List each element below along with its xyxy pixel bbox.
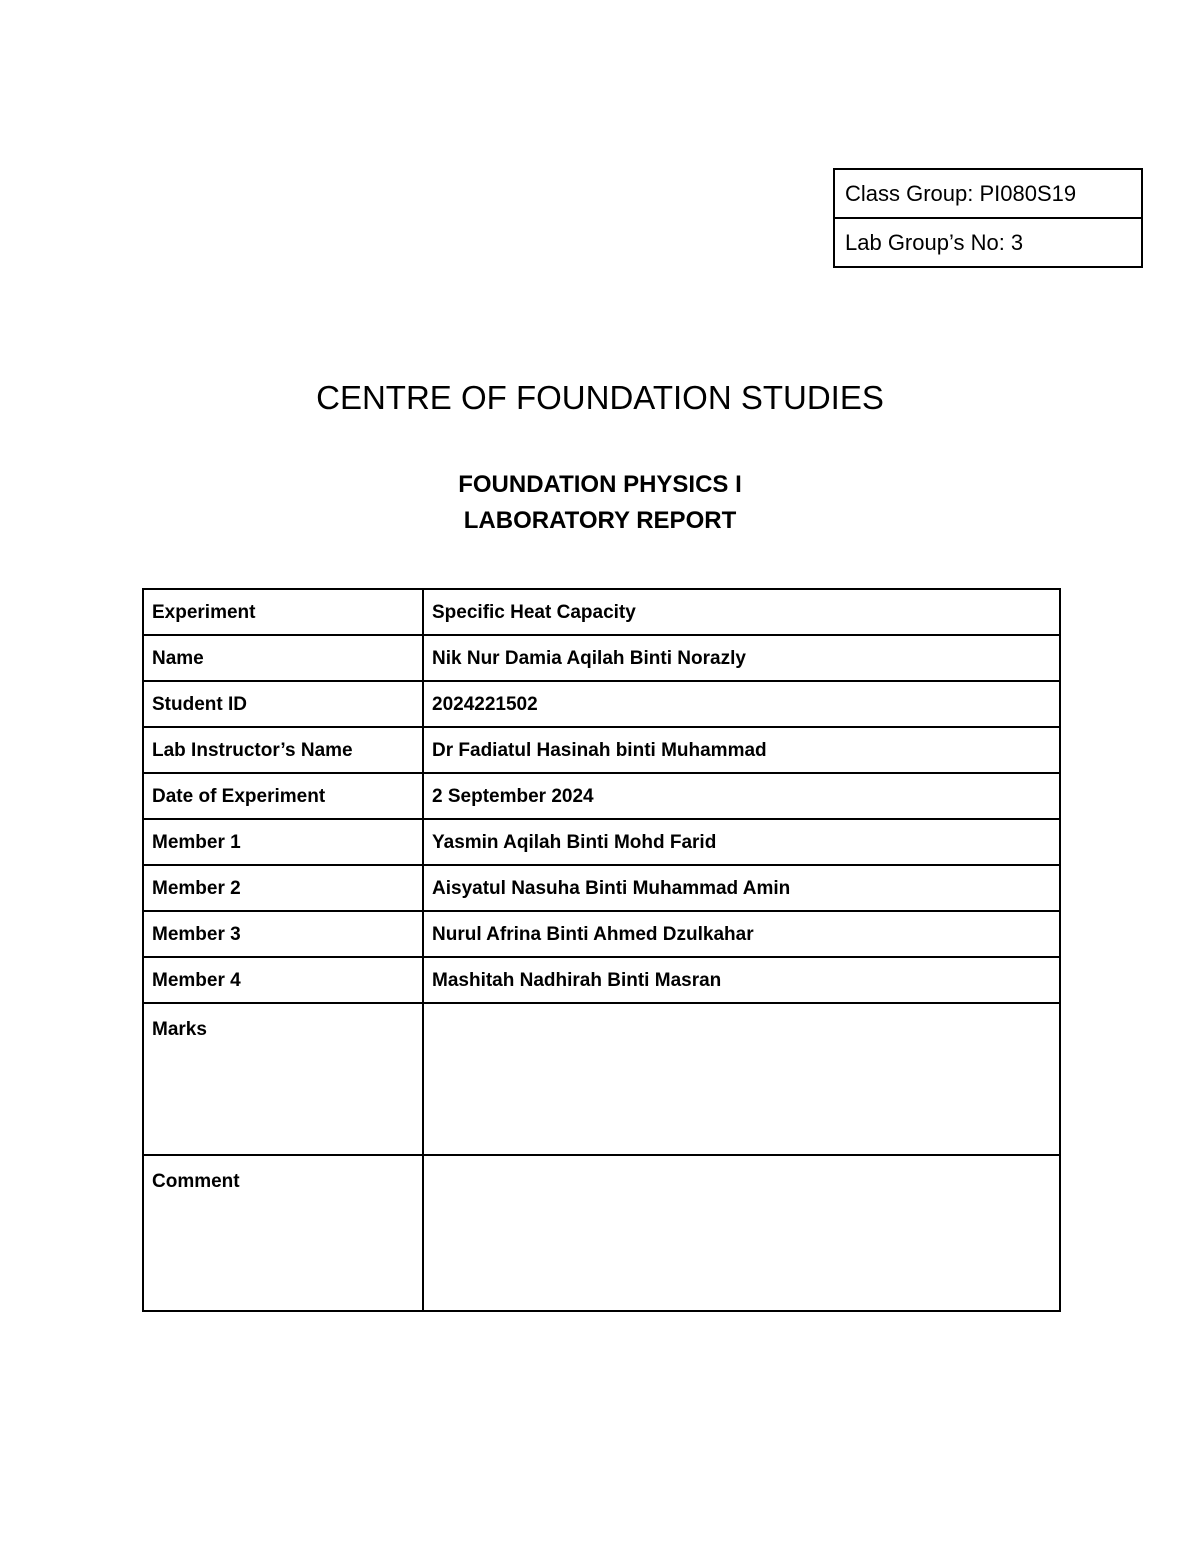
row-value: Dr Fadiatul Hasinah binti Muhammad <box>423 727 1060 773</box>
row-label: Name <box>143 635 423 681</box>
comment-cell <box>423 1155 1060 1311</box>
table-row-member-3 <box>143 911 1060 957</box>
row-value: 2 September 2024 <box>423 773 1060 819</box>
row-value: Specific Heat Capacity <box>423 589 1060 635</box>
lab-group-row <box>834 218 1142 267</box>
course-title: FOUNDATION PHYSICS I <box>458 471 742 498</box>
report-info-table <box>142 588 1061 1312</box>
class-group-box <box>833 168 1143 268</box>
row-label: Date of Experiment <box>143 773 423 819</box>
row-label: Member 2 <box>143 865 423 911</box>
row-value: Yasmin Aqilah Binti Mohd Farid <box>423 819 1060 865</box>
row-label: Member 4 <box>143 957 423 1003</box>
row-label: Marks <box>143 1003 423 1155</box>
report-title: LABORATORY REPORT <box>463 507 737 534</box>
table-row-comment <box>143 1155 1060 1311</box>
table-row-member-2 <box>143 865 1060 911</box>
lab-group-text: Lab Group’s No: 3 <box>834 218 1142 267</box>
table-row-member-1 <box>143 819 1060 865</box>
row-value: Nurul Afrina Binti Ahmed Dzulkahar <box>423 911 1060 957</box>
row-value: Nik Nur Damia Aqilah Binti Norazly <box>423 635 1060 681</box>
table-row-member-4 <box>143 957 1060 1003</box>
class-group-text: Class Group: PI080S19 <box>834 169 1142 218</box>
row-value: Mashitah Nadhirah Binti Masran <box>423 957 1060 1003</box>
row-label: Lab Instructor’s Name <box>143 727 423 773</box>
table-row-marks <box>143 1003 1060 1155</box>
table-row-experiment <box>143 589 1060 635</box>
row-value: 2024221502 <box>423 681 1060 727</box>
row-label: Student ID <box>143 681 423 727</box>
row-label: Member 3 <box>143 911 423 957</box>
table-row-name <box>143 635 1060 681</box>
table-row-date <box>143 773 1060 819</box>
row-label: Member 1 <box>143 819 423 865</box>
class-group-row <box>834 169 1142 218</box>
page-title: CENTRE OF FOUNDATION STUDIES <box>316 379 884 416</box>
row-label: Comment <box>143 1155 423 1311</box>
table-row-student-id <box>143 681 1060 727</box>
marks-cell <box>423 1003 1060 1155</box>
table-row-lab-instructor <box>143 727 1060 773</box>
row-label: Experiment <box>143 589 423 635</box>
row-value: Aisyatul Nasuha Binti Muhammad Amin <box>423 865 1060 911</box>
